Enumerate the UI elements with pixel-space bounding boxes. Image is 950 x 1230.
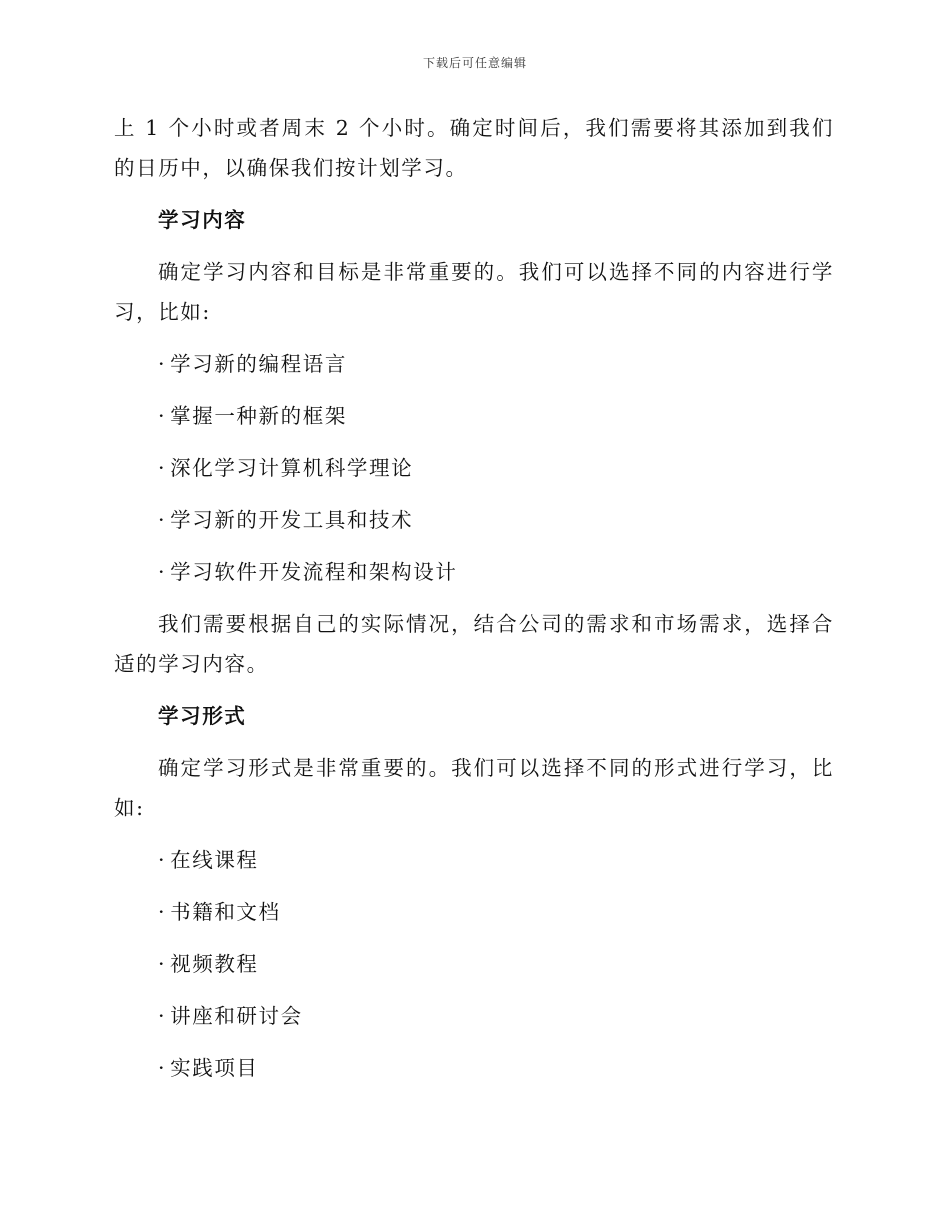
section2-bullet-list xyxy=(114,840,834,1088)
list-item-text: 在线课程 xyxy=(170,848,259,872)
list-item-text: 学习新的开发工具和技术 xyxy=(170,508,414,532)
list-item xyxy=(158,944,834,984)
section-heading-learning-format: 学习形式 xyxy=(158,704,247,728)
list-item xyxy=(158,500,834,540)
list-item-text: 视频教程 xyxy=(170,952,259,976)
bullet-icon: · xyxy=(158,1004,167,1028)
list-item xyxy=(158,1048,834,1088)
section-heading-learning-content: 学习内容 xyxy=(158,208,247,232)
list-item xyxy=(158,552,834,592)
document-body xyxy=(114,108,834,1100)
section1-intro-paragraph: 确定学习内容和目标是非常重要的。我们可以选择不同的内容进行学习，比如: xyxy=(114,260,834,324)
intro-continuation-paragraph: 上 1 个小时或者周末 2 个小时。确定时间后，我们需要将其添加到我们的日历中，以确保我们按计划学习。 xyxy=(114,116,834,180)
list-item xyxy=(158,344,834,384)
list-item xyxy=(158,840,834,880)
list-item xyxy=(158,448,834,488)
bullet-icon: · xyxy=(158,1056,167,1080)
list-item-text: 讲座和研讨会 xyxy=(170,1004,303,1028)
page-header-note: 下载后可任意编辑 xyxy=(422,56,527,70)
list-item-text: 深化学习计算机科学理论 xyxy=(170,456,414,480)
bullet-icon: · xyxy=(158,352,167,376)
list-item-text: 书籍和文档 xyxy=(170,900,281,924)
list-item xyxy=(158,892,834,932)
bullet-icon: · xyxy=(158,404,167,428)
list-item xyxy=(158,396,834,436)
section1-outro-paragraph: 我们需要根据自己的实际情况，结合公司的需求和市场需求，选择合适的学习内容。 xyxy=(114,612,834,676)
section1-bullet-list xyxy=(114,344,834,592)
bullet-icon: · xyxy=(158,952,167,976)
list-item xyxy=(158,996,834,1036)
list-item-text: 学习软件开发流程和架构设计 xyxy=(170,560,458,584)
list-item-text: 实践项目 xyxy=(170,1056,259,1080)
bullet-icon: · xyxy=(158,508,167,532)
section2-intro-paragraph: 确定学习形式是非常重要的。我们可以选择不同的形式进行学习，比如: xyxy=(114,756,834,820)
bullet-icon: · xyxy=(158,848,167,872)
list-item-text: 学习新的编程语言 xyxy=(170,352,347,376)
bullet-icon: · xyxy=(158,456,167,480)
bullet-icon: · xyxy=(158,900,167,924)
bullet-icon: · xyxy=(158,560,167,584)
list-item-text: 掌握一种新的框架 xyxy=(170,404,347,428)
